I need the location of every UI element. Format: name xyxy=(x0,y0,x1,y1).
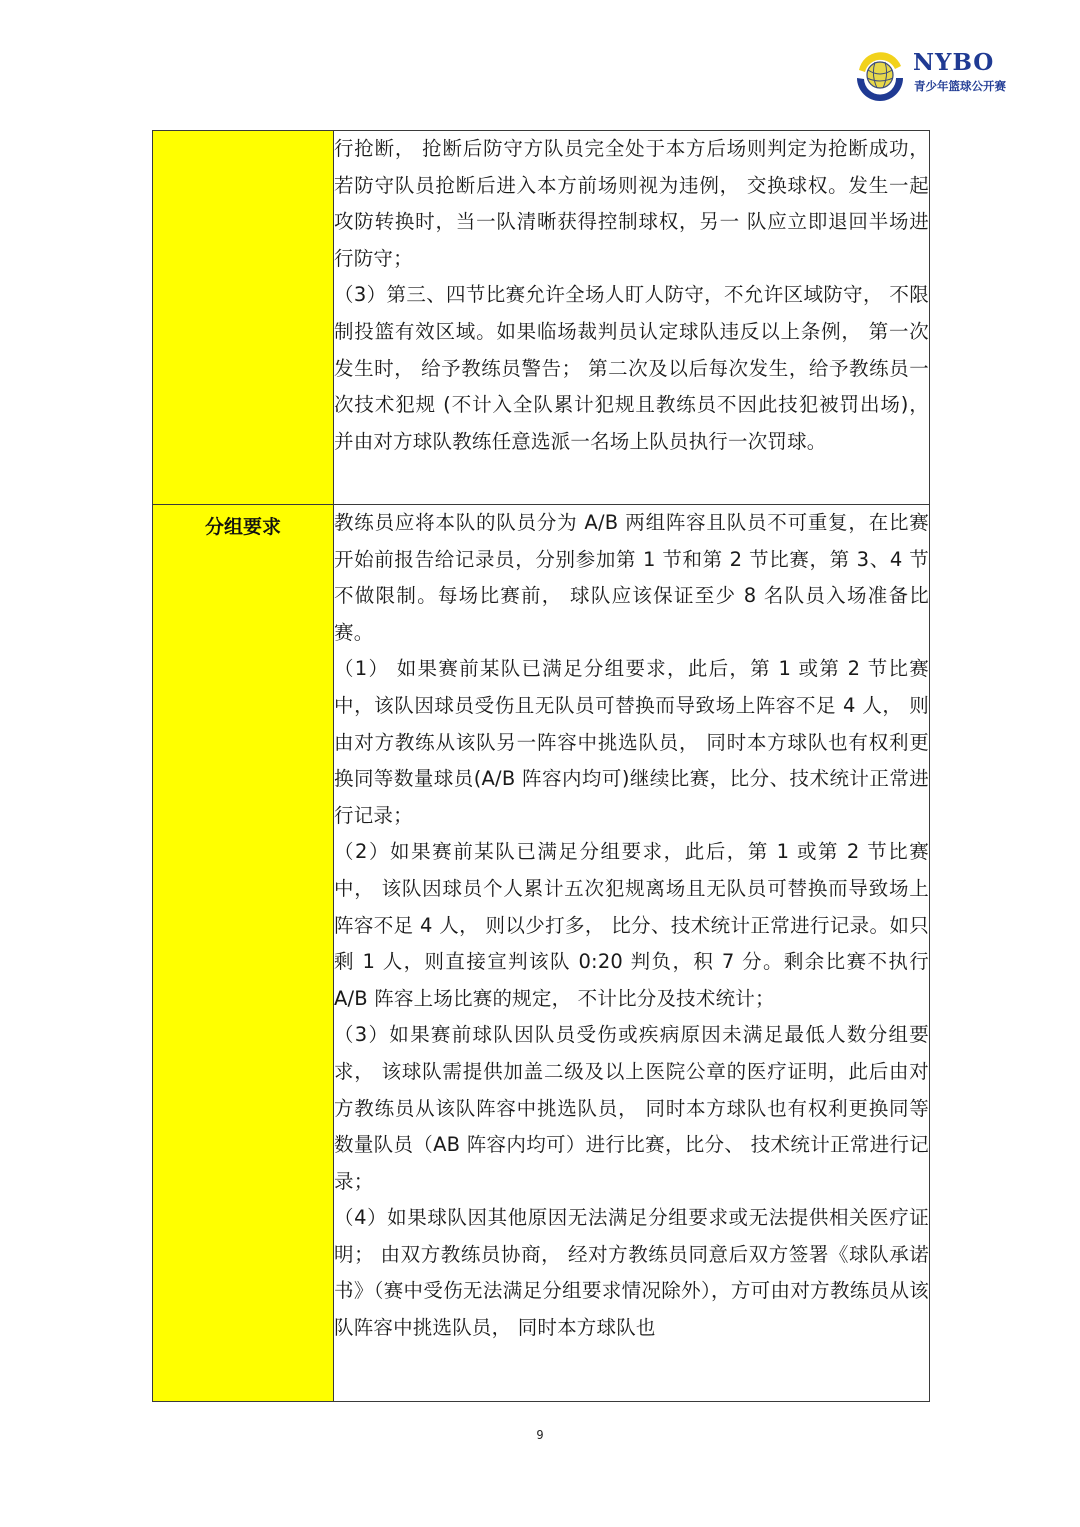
row-content-cell xyxy=(334,131,930,505)
row-label-cell xyxy=(153,505,334,1402)
rule-paragraph: 行抢断， 抢断后防守方队员完全处于本方后场则判定为抢断成功， 若防守队员抢断后进入本方前场则视为违例， 交换球权。发生一起攻防转换时，当一队清晰获得控制球权，另一 队应立即退回半场进行防守； xyxy=(334,137,929,270)
logo-subtitle: 青少年篮球公开赛 xyxy=(914,79,1006,93)
rule-paragraph: （2）如果赛前某队已满足分组要求，此后，第 1 或第 2 节比赛中， 该队因球员个人累计五次犯规离场且无队员可替换而导致场上阵容不足 4 人， 则以少打多， 比分、技术统计正常进行记录。如只剩 1 人，则直接宣判该队 0:20 判负，积 7 分。剩余比赛不执行 A/B 阵容上场比赛的规定， 不计比分及技术统计； xyxy=(334,840,929,1010)
rule-paragraph: （4）如果球队因其他原因无法满足分组要求或无法提供相关医疗证明； 由双方教练员协商， 经对方教练员同意后双方签署《球队承诺书》（赛中受伤无法满足分组要求情况除外），方可由对方教练员从该队阵容中挑选队员， 同时本方球队也 xyxy=(334,1206,929,1340)
basketball-logo-icon xyxy=(853,48,907,102)
table-row xyxy=(153,131,930,505)
rule-paragraph: （3）第三、四节比赛允许全场人盯人防守，不允许区域防守， 不限制投篮有效区域。如果临场裁判员认定球队违反以上条例， 第一次发生时， 给予教练员警告； 第二次及以后每次发生，给予教练员一次技术犯规 (不计入全队累计犯规且教练员不因此技犯被罚出场)， 并由对方球队教练任意选派一名场上队员执行一次罚球。 xyxy=(334,283,929,453)
row-content-cell xyxy=(334,505,930,1402)
rule-paragraph: 教练员应将本队的队员分为 A/B 两组阵容且队员不可重复，在比赛开始前报告给记录员，分别参加第 1 节和第 2 节比赛，第 3、4 节不做限制。每场比赛前， 球队应该保证至少 8 名队员入场准备比赛。 xyxy=(334,511,929,644)
logo-title: NYBO xyxy=(913,49,995,76)
row-label-cell xyxy=(153,131,334,505)
rule-paragraph: （1） 如果赛前某队已满足分组要求，此后，第 1 或第 2 节比赛中，该队因球员受伤且无队员可替换而导致场上阵容不足 4 人， 则由对方教练从该队另一阵容中挑选队员， 同时本方球队也有权利更换同等数量球员(A/B 阵容内均可)继续比赛，比分、技术统计正常进行记录； xyxy=(334,657,929,827)
nybo-logo xyxy=(853,48,1033,104)
row-label-grouping-requirements: 分组要求 xyxy=(204,516,281,538)
table-row xyxy=(153,505,930,1402)
rule-paragraph: （3）如果赛前球队因队员受伤或疾病原因未满足最低人数分组要求， 该球队需提供加盖二级及以上医院公章的医疗证明，此后由对方教练员从该队阵容中挑选队员， 同时本方球队也有权利更换同等数量队员（AB 阵容内均可）进行比赛，比分、 技术统计正常进行记录； xyxy=(334,1023,929,1193)
rules-table xyxy=(152,130,930,1402)
page-number: 9 xyxy=(536,1428,544,1442)
